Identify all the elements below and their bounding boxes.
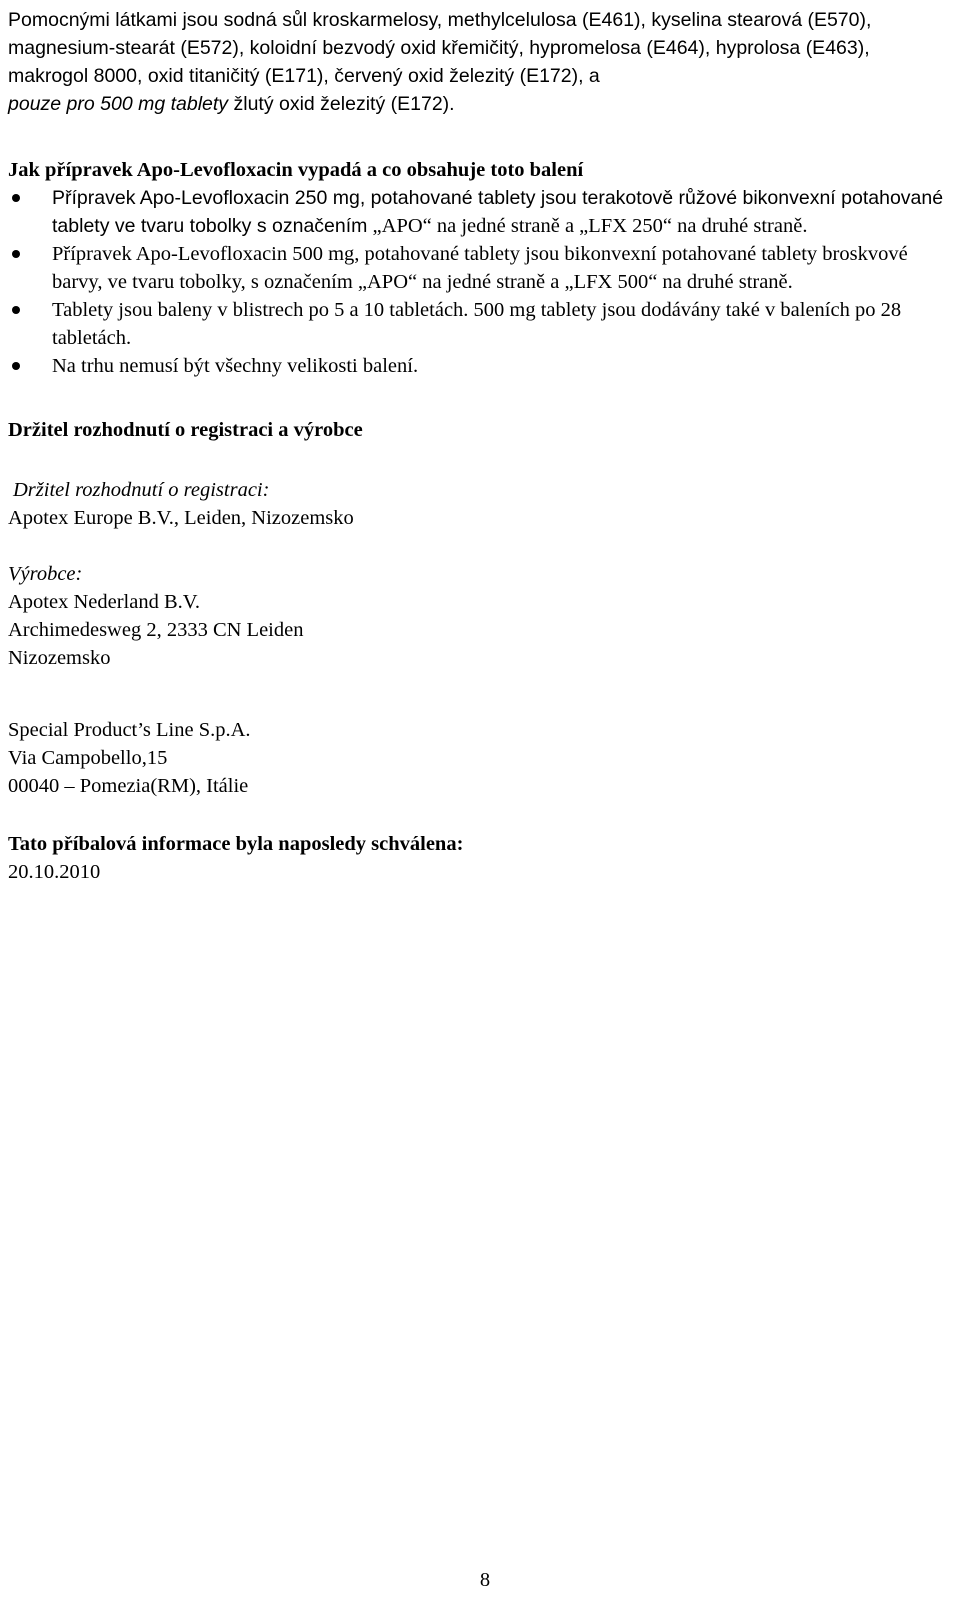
bullet-text-250mg: Přípravek Apo-Levofloxacin 250 mg, potahované tablety jsou terakotově růžové bikonvexní potahované tablety ve tvaru tobolky s označením <box>52 187 944 237</box>
list-item <box>8 240 952 296</box>
list-item <box>8 296 952 352</box>
manufacturer1-country: Nizozemsko <box>8 647 111 669</box>
approval-date: 20.10.2010 <box>8 861 101 883</box>
list-item <box>8 352 952 380</box>
excipients-text: Pomocnými látkami jsou sodná sůl kroskarmelosy, methylcelulosa (E461), kyselina stearová (E570), magnesium-stearát (E572), koloidní bezvodý oxid křemičitý, hypromelosa (E464), hyprolosa (E463), makrogol 8000, oxid titaničitý (E171), červený oxid železitý (E172), a <box>8 9 872 87</box>
manufacturer2-name: Special Product’s Line S.p.A. <box>8 719 251 741</box>
bullet-icon <box>12 306 20 314</box>
manufacturer1-address: Archimedesweg 2, 2333 CN Leiden <box>8 619 304 641</box>
manufacturer2-city: 00040 – Pomezia(RM), Itálie <box>8 775 249 797</box>
bullet-text-packs: Tablety jsou baleny v blistrech po 5 a 10 tabletách. 500 mg tablety jsou dodávány také v baleních po 28 tabletách. <box>52 299 902 349</box>
list-item <box>8 184 952 240</box>
bullet-text-availability: Na trhu nemusí být všechny velikosti balení. <box>52 355 419 377</box>
bullet-icon <box>12 194 20 202</box>
bullet-text-250mg-marking: „APO“ na jedné straně a „LFX 250“ na druhé straně. <box>367 215 808 237</box>
document-page <box>8 6 952 886</box>
manufacturer1-name: Apotex Nederland B.V. <box>8 591 201 613</box>
bullet-text-500mg: Přípravek Apo-Levofloxacin 500 mg, potahované tablety jsou bikonvexní potahované tablety broskvové barvy, ve tvaru tobolky, s označením „APO“ na jedné straně a „LFX 500“ na druhé straně. <box>52 243 908 293</box>
section-heading-appearance: Jak přípravek Apo-Levofloxacin vypadá a co obsahuje toto balení <box>8 159 584 181</box>
manufacturer-label: Výrobce: <box>8 563 83 585</box>
page-number: 8 <box>479 1569 491 1591</box>
excipients-last-text: žlutý oxid železitý (E172). <box>228 93 455 115</box>
section-heading-approval: Tato příbalová informace byla naposledy schválena: <box>8 833 464 855</box>
appearance-bullet-list <box>8 184 952 380</box>
bullet-icon <box>12 362 20 370</box>
section-heading-holder: Držitel rozhodnutí o registraci a výrobce <box>8 419 363 441</box>
excipients-italic-note: pouze pro 500 mg tablety <box>8 93 229 115</box>
bullet-icon <box>12 250 20 258</box>
holder-label: Držitel rozhodnutí o registraci: <box>13 479 270 501</box>
holder-name: Apotex Europe B.V., Leiden, Nizozemsko <box>8 507 354 529</box>
manufacturer2-address: Via Campobello,15 <box>8 747 168 769</box>
excipients-paragraph <box>8 6 952 118</box>
excipients-last-line <box>8 90 952 118</box>
